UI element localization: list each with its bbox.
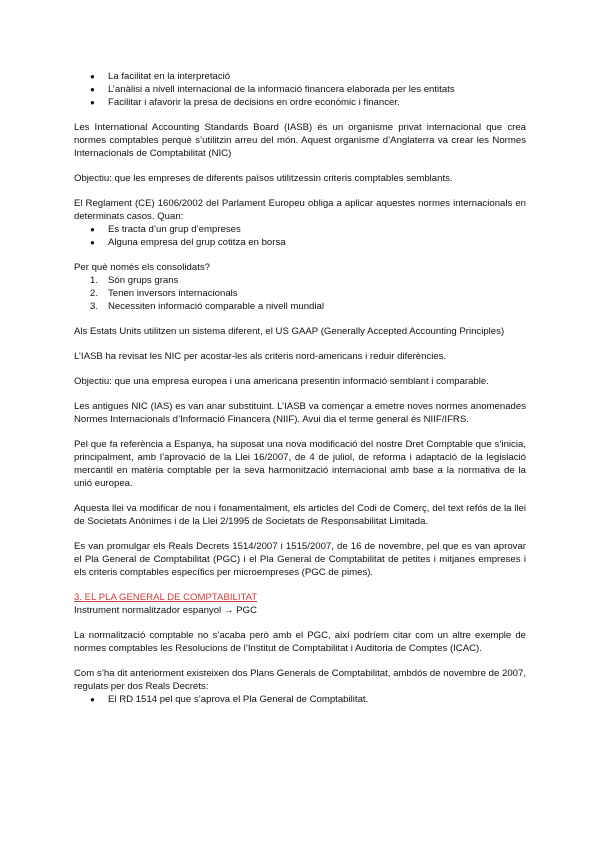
paragraph-decrets: Es van promulgar els Reals Decrets 1514/2007 i 1515/2007, de 16 de novembre, pel que es van aprovar el Pla General de Comptabilitat (PGC) i el Pla General de Comptabilitat de petites i mitjanes empreses i els criteris comptables específics per microempreses (PGC de pimes).: [74, 541, 526, 578]
list-item: [74, 274, 526, 287]
paragraph-llei: Aquesta llei va modificar de nou i fonamentalment, els articles del Codi de Comerç, del text refós de la llei de Societats Anònimes i de la Llei 2/1995 de Societats de Responsabilitat Limitada.: [74, 503, 526, 527]
list-item: [74, 96, 526, 109]
paragraph-plans: Com s’ha dit anteriorment existeixen dos Plans Generals de Comptabilitat, ambdós de novembre de 2007, regulats per dos Reals Decrets:: [74, 668, 526, 692]
bullet-icon: ●: [90, 85, 95, 94]
paragraph-objectiu-2: Objectiu: que una empresa europea i una americana presentin informació semblant i comparable.: [74, 376, 489, 387]
list-number: 1.: [90, 275, 99, 286]
list-item-text: Són grups grans: [108, 275, 179, 286]
list-item-text: El RD 1514 pel que s’aprova el Pla General de Comptabilitat.: [108, 694, 369, 705]
paragraph-objectiu: Objectiu: que les empreses de diferents països utilitzessin criteris comptables semblants.: [74, 173, 453, 184]
list-item-text: Tenen inversors internacionals: [108, 288, 238, 299]
list-item-text: Facilitar i afavorir la presa de decisions en ordre econòmic i financer.: [108, 97, 400, 108]
list-item: [74, 287, 526, 300]
list-item: [74, 300, 526, 313]
list-item-text: L’anàlisi a nivell internacional de la informació financera elaborada per les entitats: [108, 84, 455, 95]
list-number: 2.: [90, 288, 99, 299]
paragraph-antigues: Les antigues NIC (IAS) es van anar substituint. L’IASB va començar a emetre noves normes anomenades Normes Internacionals d’Informació Financera (NIIF). Avui dia el terme general és NIIF/IFRS.: [74, 401, 526, 425]
quan-bullet-list: [74, 223, 526, 249]
paragraph-espanya: Pel que fa referència a Espanya, ha suposat una nova modificació del nostre Dret Comptable que s’inicia, principalment, amb l’aprovació de la Llei 16/2007, de 4 de juliol, de reforma i adaptació de la legislació mercantil en matèria comptable per la seva harmonització internacional amb base a la normativa de la unió europea.: [74, 439, 526, 489]
paragraph-reglament: El Reglament (CE) 1606/2002 del Parlament Europeu obliga a aplicar aquestes normes internacionals en determinats casos. Quan:: [74, 198, 526, 222]
list-item: [74, 223, 526, 236]
list-number: 3.: [90, 301, 99, 312]
document-content: [74, 70, 526, 718]
bullet-icon: ●: [90, 238, 95, 247]
bullet-icon: ●: [90, 98, 95, 107]
intro-bullet-list: [74, 70, 526, 109]
paragraph-iasb: Les International Accounting Standards Board (IASB) és un organisme privat internacional que crea normes comptables perquè s’utilitzin arreu del món. Aquest organisme d’Anglaterra va crear les Normes Internacionals de Comptabilitat (NIC): [74, 122, 526, 159]
bullet-icon: ●: [90, 695, 95, 704]
paragraph-revisat: L’IASB ha revisat les NIC per acostar-les als criteris nord-americans i reduir diferències.: [74, 351, 447, 362]
list-item: [74, 70, 526, 83]
list-item-text: La facilitat en la interpretació: [108, 71, 231, 82]
paragraph-normalitzacio: La normalització comptable no s’acaba però amb el PGC, així podríem citar com un altre exemple de normes comptables les Resolucions de l’Institut de Comptabilitat i Auditoria de Comptes (ICAC).: [74, 630, 526, 654]
list-item: [74, 693, 526, 706]
bullet-icon: ●: [90, 72, 95, 81]
consolidats-numbered-list: [74, 274, 526, 313]
bullet-icon: ●: [90, 225, 95, 234]
rd-bullet-list: [74, 693, 526, 706]
list-item-text: Necessiten informació comparable a nivell mundial: [108, 301, 324, 312]
section-heading: 3. EL PLA GENERAL DE COMPTABILITAT: [74, 592, 258, 603]
section-subheading: Instrument normalitzador espanyol → PGC: [74, 605, 257, 616]
paragraph-usgaap: Als Estats Units utilitzen un sistema diferent, el US GAAP (Generally Accepted Accounting Principles): [74, 326, 505, 337]
paragraph-perque: Per què només els consolidats?: [74, 262, 210, 273]
list-item-text: Alguna empresa del grup cotitza en borsa: [108, 237, 286, 248]
list-item-text: Es tracta d’un grup d’empreses: [108, 224, 241, 235]
list-item: [74, 83, 526, 96]
list-item: [74, 236, 526, 249]
